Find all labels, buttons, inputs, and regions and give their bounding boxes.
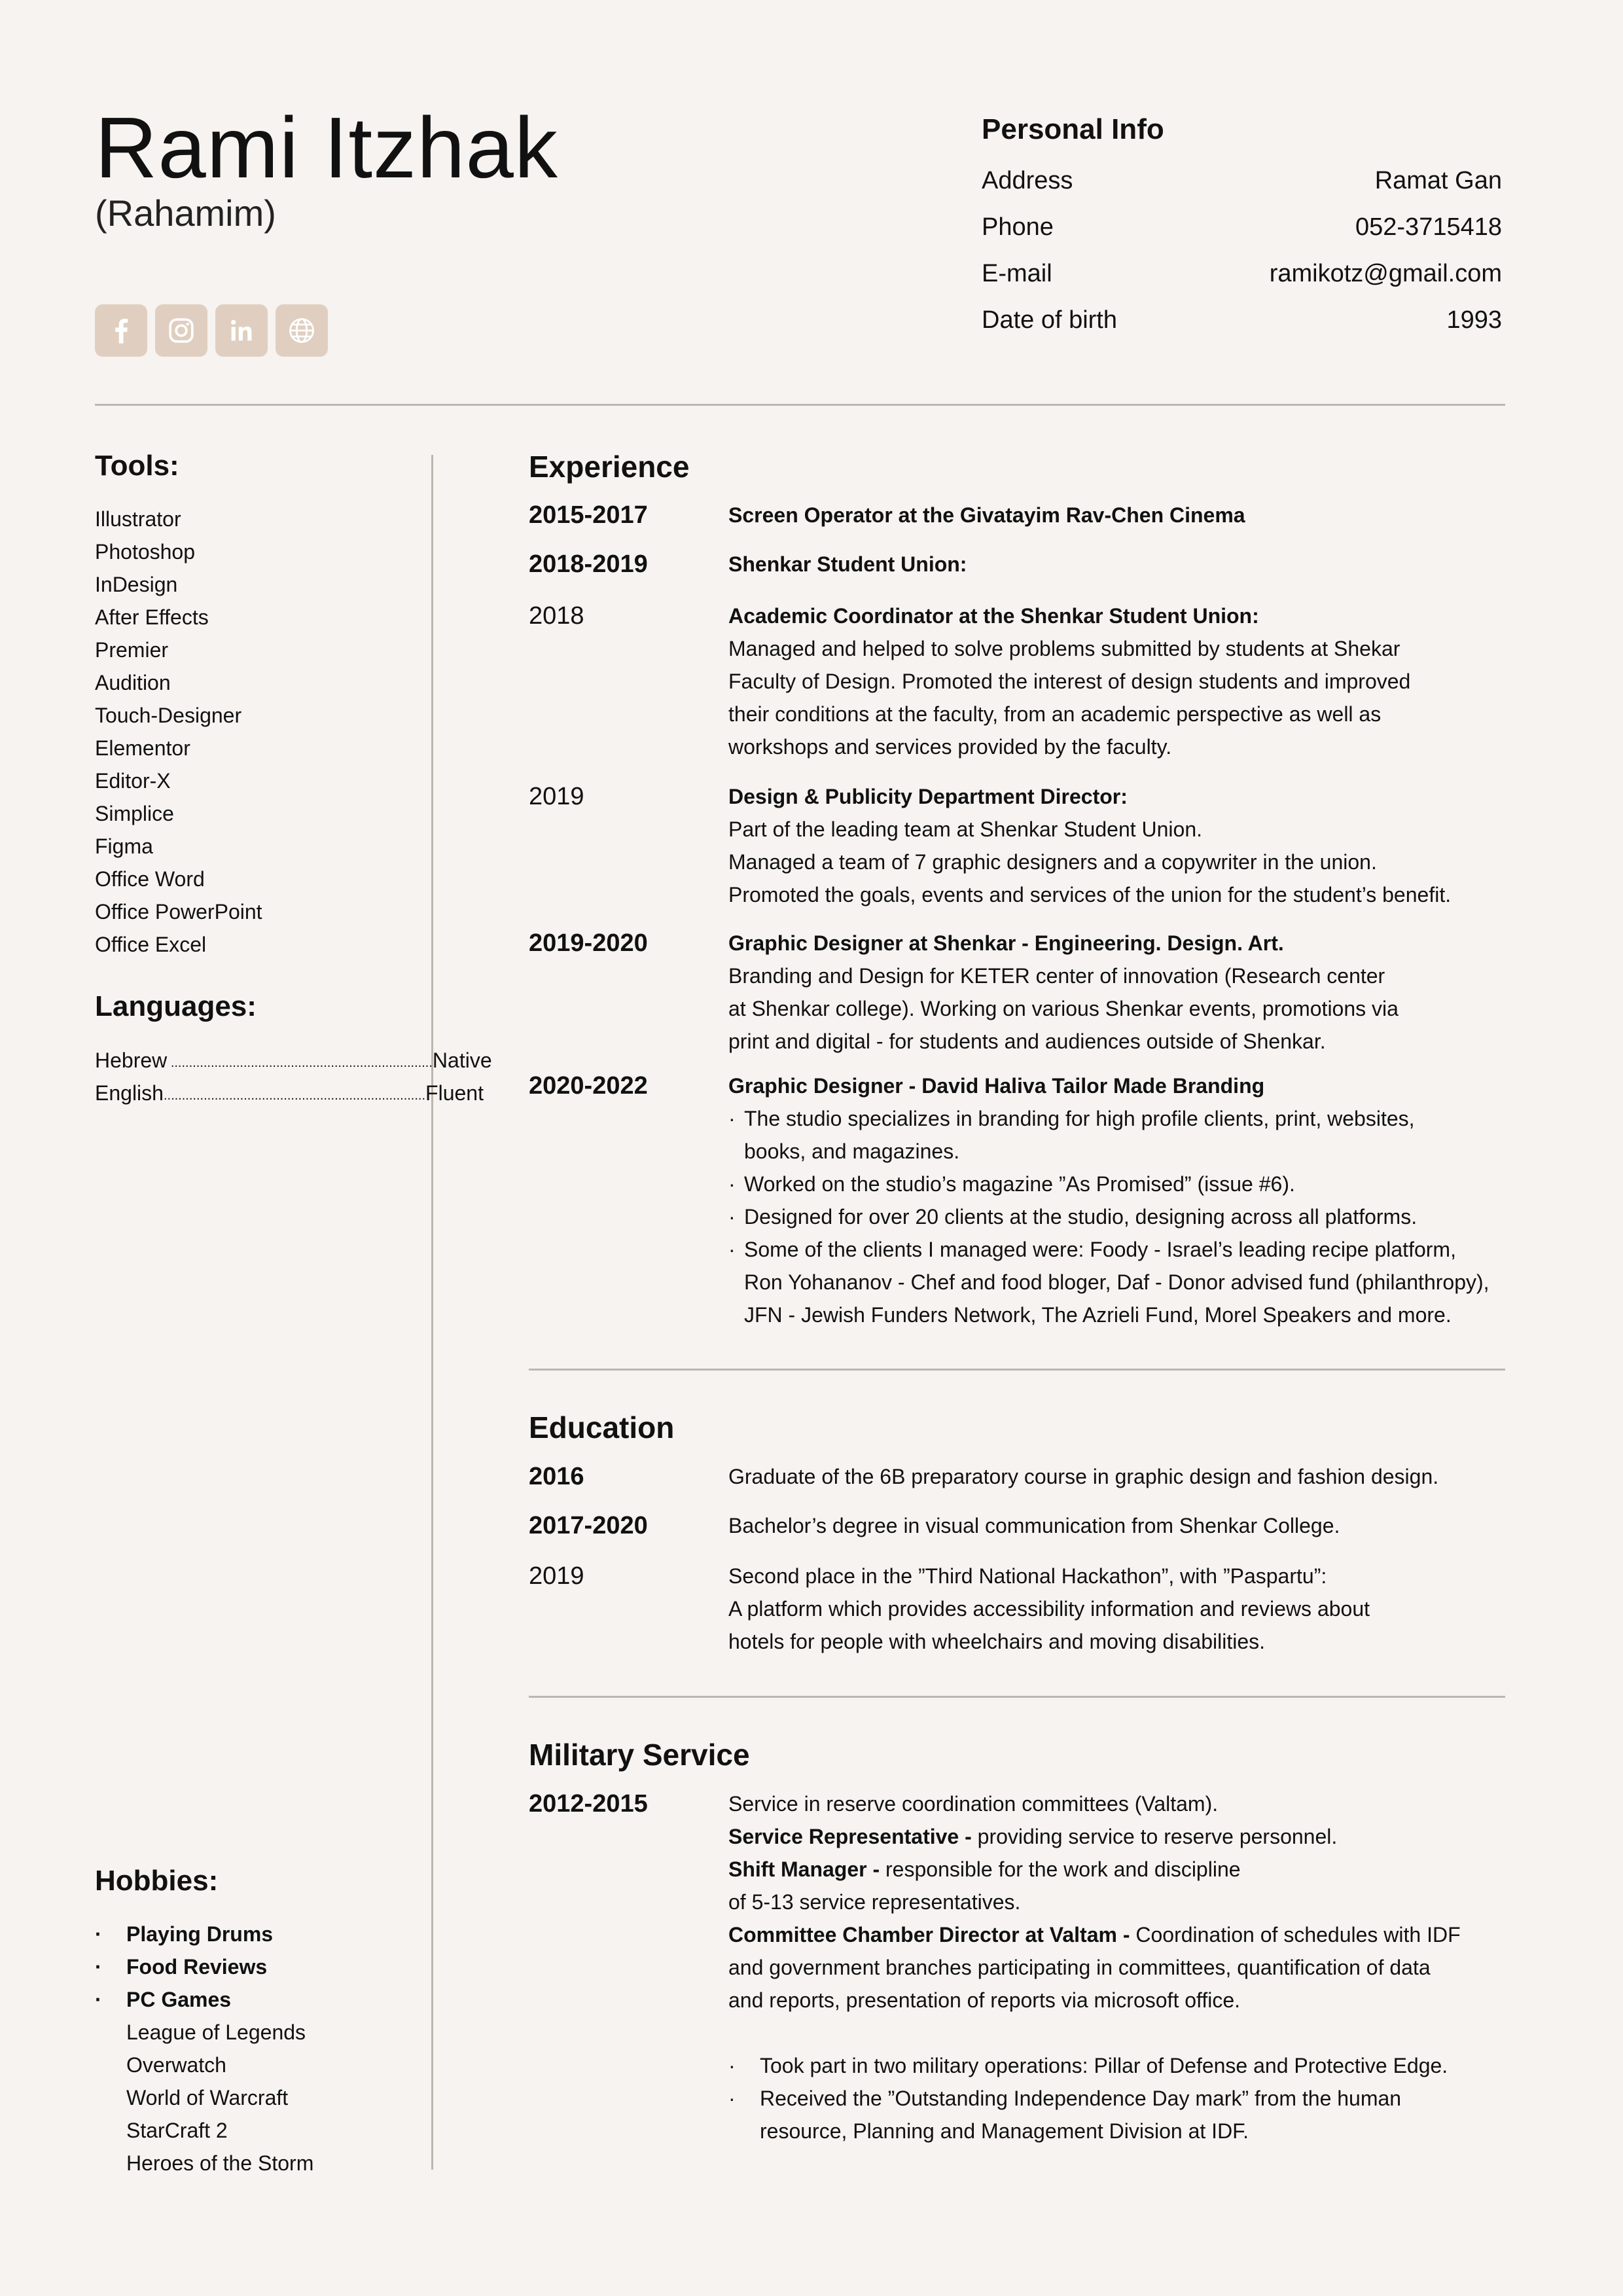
game-label: League of Legends xyxy=(126,2020,306,2044)
bullet-line: Took part in two military operations: Pillar of Defense and Protective Edge. xyxy=(760,2054,1448,2077)
list-item: Simplice xyxy=(95,802,174,825)
list-item: After Effects xyxy=(95,605,209,629)
facebook-icon[interactable] xyxy=(95,304,147,357)
entry-year: 2016 xyxy=(529,1463,584,1490)
experience-title: Experience xyxy=(529,450,690,484)
candidate-nickname: (Rahamim) xyxy=(95,192,276,234)
entry-line: at Shenkar college). Working on various Shenkar events, promotions via xyxy=(728,997,1399,1020)
list-item xyxy=(95,2049,313,2081)
candidate-name: Rami Itzhak xyxy=(95,99,558,196)
entry-line: Managed and helped to solve problems submitted by students at Shekar xyxy=(728,637,1400,660)
leader-dots: ........................................................................ xyxy=(163,1088,426,1103)
entry-year: 2017-2020 xyxy=(529,1512,648,1539)
bullet-item: · Some of the clients I managed were: Foody - Israel’s leading recipe platform, Ron Yohananov - Chef and food bloger, Daf - Donor advised fund (philanthropy), JFN - Jewish Funders Network, The Azrieli Fund, Morel Speakers and more. xyxy=(728,1233,1576,1331)
hobby-label: Food Reviews xyxy=(126,1955,268,1979)
entry-line: Faculty of Design. Promoted the interest of design students and improved xyxy=(728,670,1411,693)
list-item xyxy=(95,2016,313,2049)
personal-info-row-phone xyxy=(982,210,1502,257)
hobby-label: Playing Drums xyxy=(126,1922,274,1946)
list-item: · PC Games xyxy=(95,1983,313,2016)
list-item: Office Excel xyxy=(95,933,207,956)
entry-year: 2019 xyxy=(529,783,584,810)
entry-line xyxy=(728,1820,1576,1853)
info-label: E-mail xyxy=(982,260,1052,287)
bullet-item: · The studio specializes in branding for high profile clients, print, websites, books, and magazines. xyxy=(728,1102,1576,1168)
bullet-line: JFN - Jewish Funders Network, The Azrieli Fund, Morel Speakers and more. xyxy=(744,1303,1452,1327)
info-value: 1993 xyxy=(1446,306,1502,334)
hobbies-list xyxy=(95,1918,313,2179)
section-divider xyxy=(529,1696,1505,1698)
list-item: Photoshop xyxy=(95,540,196,564)
role-text: providing service to reserve personnel. xyxy=(971,1825,1338,1848)
entry-year: 2012-2015 xyxy=(529,1790,648,1818)
personal-info-title: Personal Info xyxy=(982,113,1164,145)
entry-line xyxy=(728,1853,1576,1886)
bullet-line: Designed for over 20 clients at the studio, designing across all platforms. xyxy=(744,1205,1418,1229)
entry-line: Promoted the goals, events and services of the union for the student’s benefit. xyxy=(728,883,1452,906)
bullet-item: · Received the ”Outstanding Independence Day mark” from the human resource, Planning and Management Division at IDF. xyxy=(728,2082,1576,2147)
language-row xyxy=(95,1077,484,1109)
list-item: Audition xyxy=(95,671,171,694)
experience-entry xyxy=(529,1069,1576,1331)
entry-line: print and digital - for students and audiences outside of Shenkar. xyxy=(728,1030,1326,1053)
list-item: Premier xyxy=(95,638,169,662)
entry-line: their conditions at the faculty, from an academic perspective as well as xyxy=(728,702,1382,726)
experience-entry xyxy=(529,780,1576,911)
education-entry xyxy=(529,1560,1576,1658)
header-divider xyxy=(95,404,1505,406)
personal-info-row-email xyxy=(982,257,1502,303)
instagram-icon[interactable] xyxy=(155,304,207,357)
info-value: Ramat Gan xyxy=(1374,167,1502,194)
experience-entry xyxy=(529,600,1576,763)
entry-line: hotels for people with wheelchairs and moving disabilities. xyxy=(728,1630,1265,1653)
info-label: Address xyxy=(982,167,1073,194)
tools-title: Tools: xyxy=(95,450,179,482)
info-value: 052-3715418 xyxy=(1355,213,1502,241)
linkedin-icon[interactable] xyxy=(215,304,268,357)
bullet-item: · Took part in two military operations: Pillar of Defense and Protective Edge. xyxy=(728,2049,1576,2082)
entry-heading: Shenkar Student Union: xyxy=(728,552,967,576)
military-entry xyxy=(529,1787,1576,2147)
entry-heading: Screen Operator at the Givatayim Rav-Chen Cinema xyxy=(728,503,1245,527)
entry-heading: Design & Publicity Department Director: xyxy=(728,785,1128,808)
list-item: Elementor xyxy=(95,736,190,760)
list-item xyxy=(95,2114,313,2147)
bullet-line: Ron Yohananov - Chef and food bloger, Daf - Donor advised fund (philanthropy), xyxy=(744,1270,1489,1294)
education-entry xyxy=(529,1460,1576,1493)
role-title: Shift Manager - xyxy=(728,1857,880,1881)
entry-line: and reports, presentation of reports via microsoft office. xyxy=(728,1988,1241,2012)
bullet-item: · Designed for over 20 clients at the studio, designing across all platforms. xyxy=(728,1200,1576,1233)
role-title: Committee Chamber Director at Valtam - xyxy=(728,1923,1130,1946)
info-label: Phone xyxy=(982,213,1054,241)
personal-info-table xyxy=(982,164,1502,350)
entry-line: A platform which provides accessibility information and reviews about xyxy=(728,1597,1370,1621)
languages-list xyxy=(95,1044,492,1109)
bullet-line: Worked on the studio’s magazine ”As Promised” (issue #6). xyxy=(744,1172,1295,1196)
entry-line: Managed a team of 7 graphic designers and a copywriter in the union. xyxy=(728,850,1377,874)
game-label: World of Warcraft xyxy=(126,2086,289,2109)
role-text: responsible for the work and discipline xyxy=(880,1857,1241,1881)
entry-line: of 5-13 service representatives. xyxy=(728,1890,1021,1914)
entry-line: Service in reserve coordination committees (Valtam). xyxy=(728,1792,1219,1816)
bullet-line: resource, Planning and Management Division at IDF. xyxy=(760,2119,1249,2143)
entry-year: 2015-2017 xyxy=(529,501,648,529)
game-label: Heroes of the Storm xyxy=(126,2151,314,2175)
entry-year: 2019 xyxy=(529,1562,584,1590)
entry-line: and government branches participating in committees, quantification of data xyxy=(728,1956,1431,1979)
experience-entry xyxy=(529,548,1576,581)
info-value: ramikotz@gmail.com xyxy=(1269,260,1502,287)
entry-year: 2019-2020 xyxy=(529,929,648,957)
language-row xyxy=(95,1044,492,1077)
hobbies-title: Hobbies: xyxy=(95,1865,219,1897)
language-level: Native xyxy=(432,1049,492,1072)
social-links xyxy=(95,304,328,357)
list-item xyxy=(95,2147,313,2179)
languages-title: Languages: xyxy=(95,990,257,1022)
language-name: Hebrew xyxy=(95,1049,168,1072)
entry-heading: Academic Coordinator at the Shenkar Student Union: xyxy=(728,604,1259,628)
list-item: InDesign xyxy=(95,573,178,596)
experience-entry xyxy=(529,927,1576,1058)
list-item: Touch-Designer xyxy=(95,704,242,727)
game-label: StarCraft 2 xyxy=(126,2119,228,2142)
personal-info-row-address xyxy=(982,164,1502,210)
leader-dots: ........................................................................ xyxy=(167,1056,433,1070)
personal-info-row-birth xyxy=(982,303,1502,350)
education-title: Education xyxy=(529,1410,675,1444)
bullet-line: Some of the clients I managed were: Foody - Israel’s leading recipe platform, xyxy=(744,1238,1456,1261)
entry-line: workshops and services provided by the faculty. xyxy=(728,735,1172,759)
experience-entry xyxy=(529,499,1576,531)
list-item: Office PowerPoint xyxy=(95,900,262,924)
list-item: Office Word xyxy=(95,867,205,891)
section-divider xyxy=(529,1369,1505,1371)
globe-icon[interactable] xyxy=(276,304,328,357)
list-item xyxy=(95,2081,313,2114)
bullet-line: books, and magazines. xyxy=(744,1139,960,1163)
list-item: · Food Reviews xyxy=(95,1950,313,1983)
entry-line: Bachelor’s degree in visual communication from Shenkar College. xyxy=(728,1514,1340,1537)
list-item: · Playing Drums xyxy=(95,1918,313,1950)
entry-heading: Graphic Designer - David Haliva Tailor Made Branding xyxy=(728,1074,1265,1098)
entry-line: Second place in the ”Third National Hackathon”, with ”Paspartu”: xyxy=(728,1564,1327,1588)
role-text: Coordination of schedules with IDF xyxy=(1130,1923,1461,1946)
tools-list xyxy=(95,503,262,961)
education-entry xyxy=(529,1509,1576,1542)
entry-year: 2020-2022 xyxy=(529,1072,648,1100)
entry-line: Part of the leading team at Shenkar Student Union. xyxy=(728,817,1203,841)
entry-line: Graduate of the 6B preparatory course in graphic design and fashion design. xyxy=(728,1465,1439,1488)
language-level: Fluent xyxy=(425,1081,484,1105)
bullet-item: · Worked on the studio’s magazine ”As Promised” (issue #6). xyxy=(728,1168,1576,1200)
military-title: Military Service xyxy=(529,1738,750,1772)
language-name: English xyxy=(95,1081,164,1105)
bullet-line: Received the ”Outstanding Independence Day mark” from the human xyxy=(760,2087,1402,2110)
entry-heading: Graphic Designer at Shenkar - Engineering. Design. Art. xyxy=(728,931,1284,955)
entry-year: 2018 xyxy=(529,602,584,630)
list-item: Illustrator xyxy=(95,507,181,531)
bullet-line: The studio specializes in branding for high profile clients, print, websites, xyxy=(744,1107,1415,1130)
game-label: Overwatch xyxy=(126,2053,226,2077)
info-label: Date of birth xyxy=(982,306,1117,334)
column-divider xyxy=(431,455,433,2170)
list-item: Figma xyxy=(95,834,153,858)
entry-line xyxy=(728,1918,1576,1951)
hobby-label: PC Games xyxy=(126,1988,232,2011)
entry-line: Branding and Design for KETER center of innovation (Research center xyxy=(728,964,1385,988)
list-item: Editor-X xyxy=(95,769,171,793)
role-title: Service Representative - xyxy=(728,1825,972,1848)
entry-year: 2018-2019 xyxy=(529,550,648,578)
